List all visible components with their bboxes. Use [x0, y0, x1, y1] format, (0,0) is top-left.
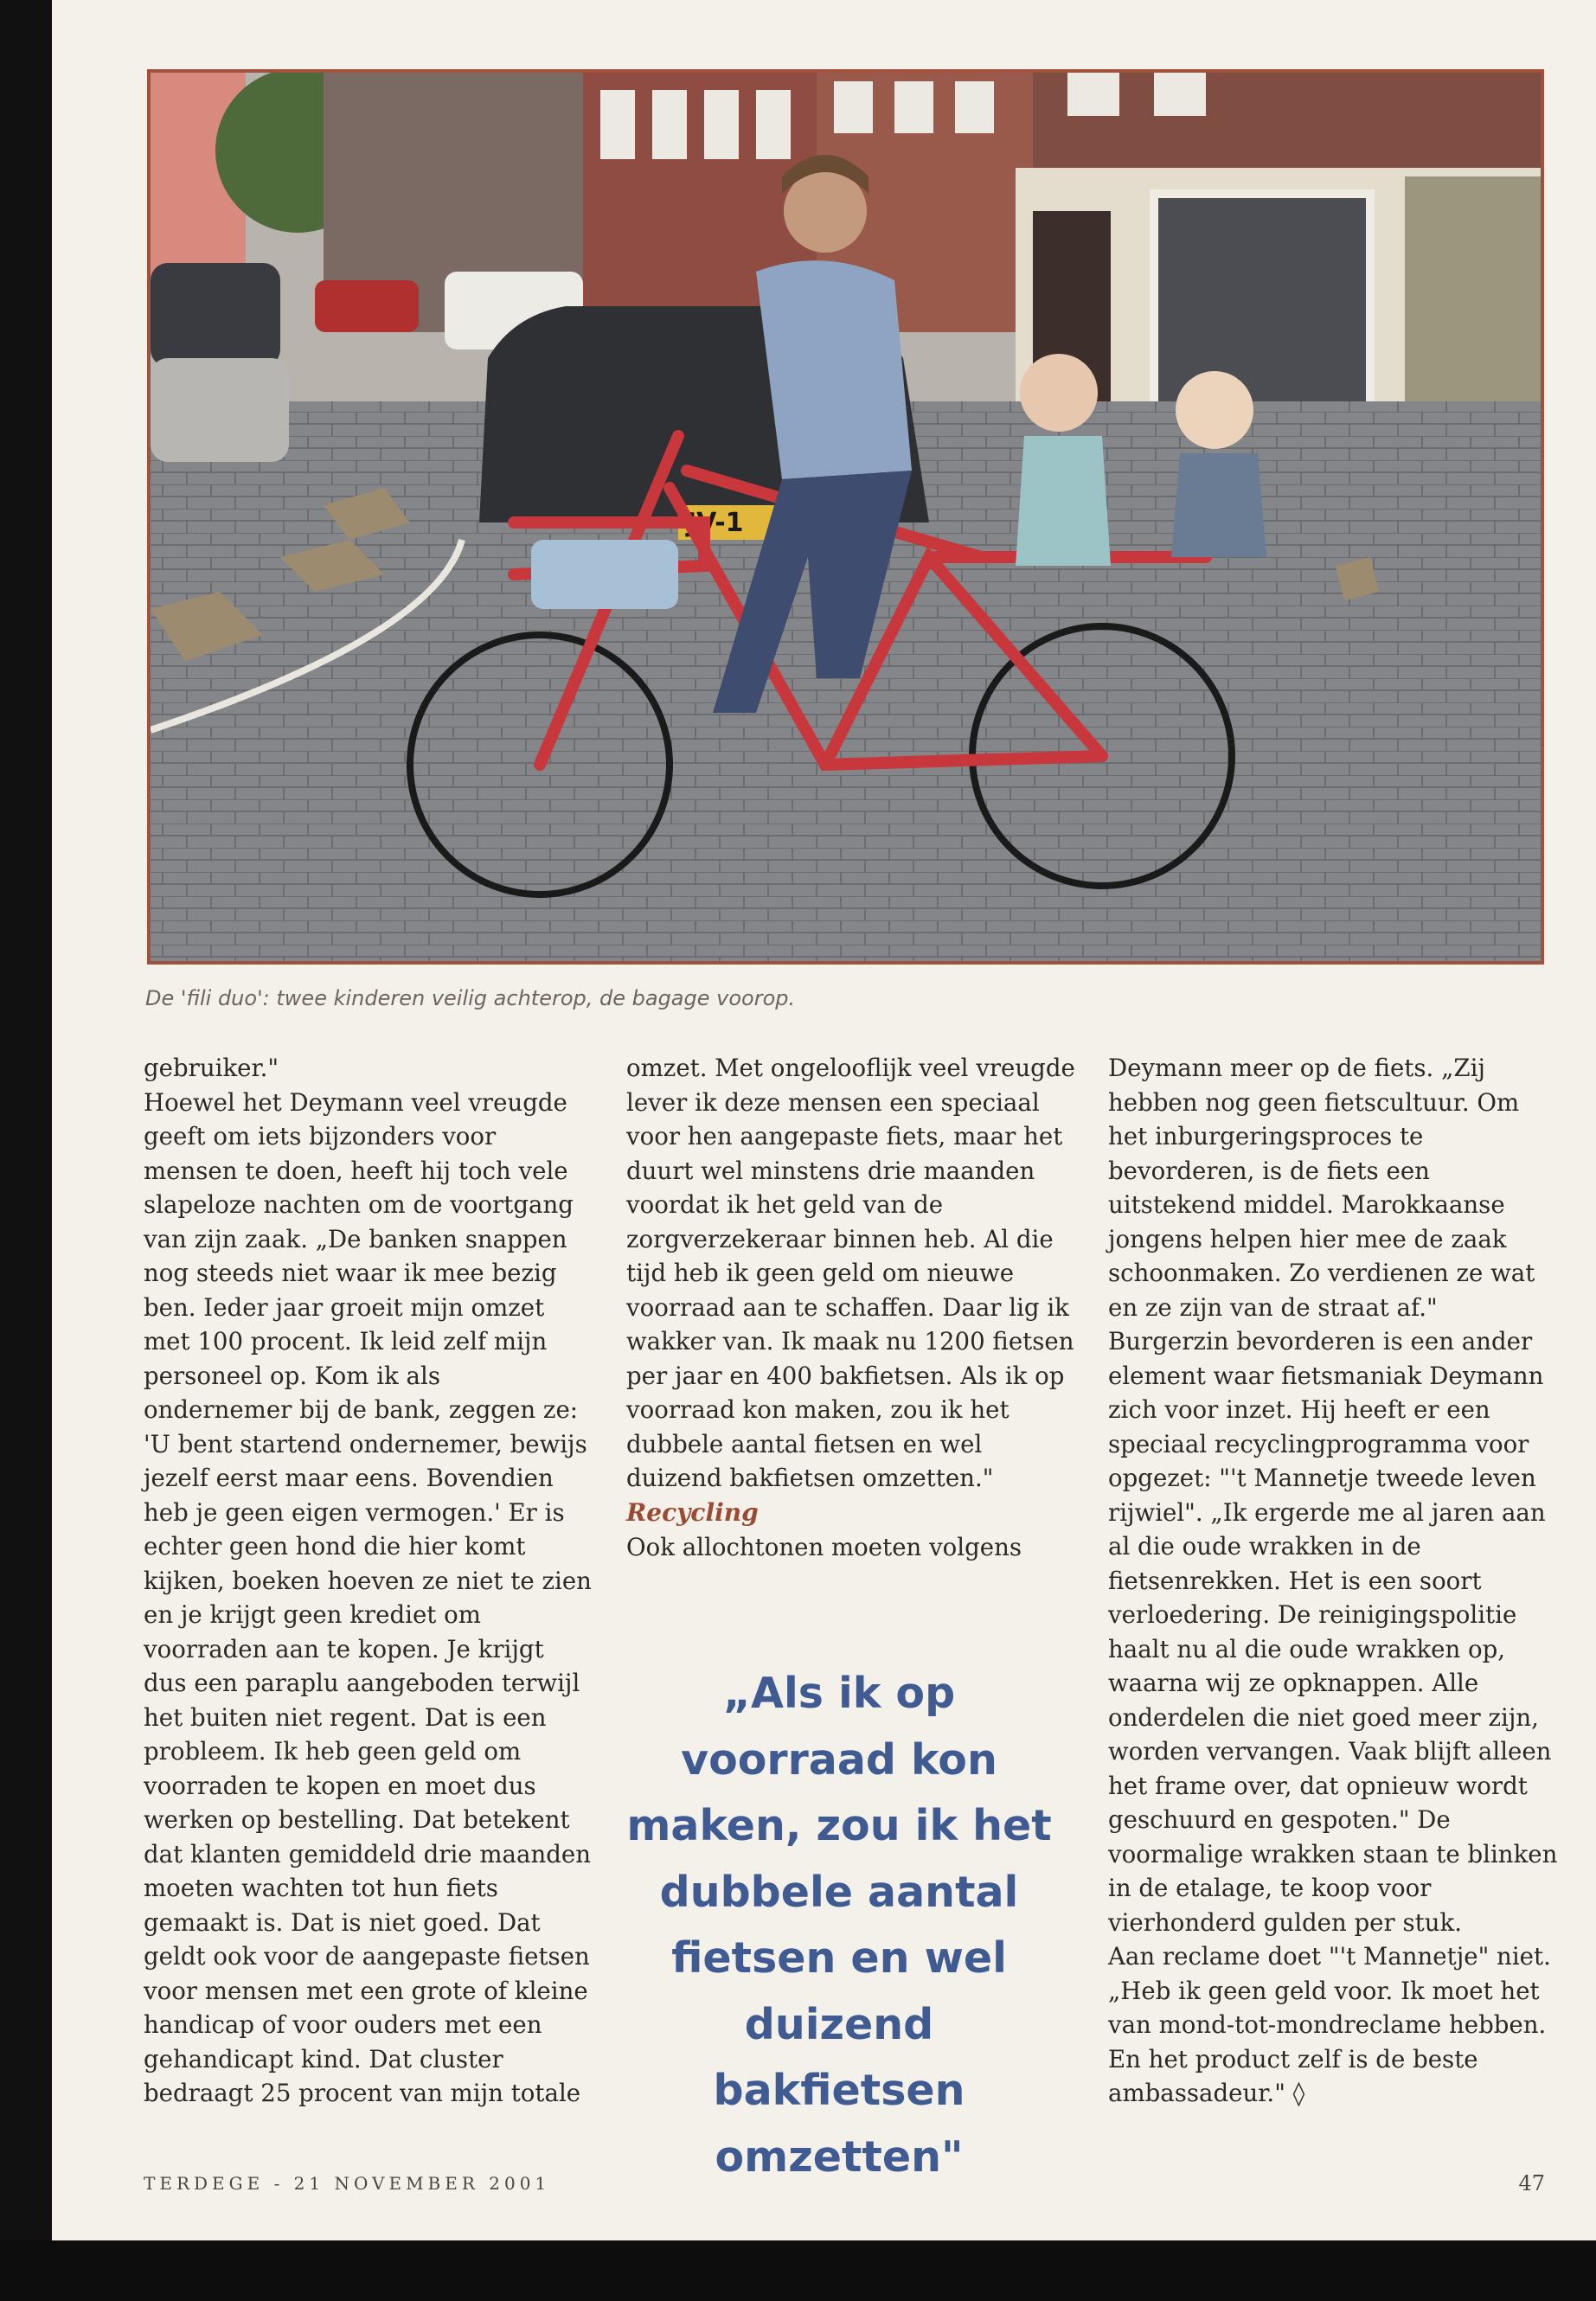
binding-edge: [0, 0, 52, 2301]
publication-footer: TERDEGE - 21 NOVEMBER 2001: [144, 2173, 551, 2194]
scan-bottom-edge: [0, 2240, 1596, 2301]
bicycle-photo-illustration: [151, 73, 1541, 961]
parked-car: [151, 358, 289, 462]
article-column-1: [144, 1051, 593, 2111]
paragraph: Ook allochtonen moeten volgens: [626, 1532, 1022, 1561]
paragraph: Deymann meer op de fiets. „Zij hebben nog geen fietscultuur. Om het inburgeringsproces te bevorderen, is de fiets een uitstekend middel. Marokkaanse jongens helpen hier mee de zaak schoonmaken. Zo verdienen ze wat en ze zijn van de straat af.": [1108, 1054, 1535, 1322]
article-column-2: [626, 1051, 1076, 1564]
shop-window: [1154, 194, 1370, 410]
paragraph: Burgerzin bevorderen is een ander element waar fietsmaniak Deymann zich voor inzet. Hij heeft er een speciaal recyclingprogramma voor opgezet: "'t Mannetje tweede leven rijwiel". „Ik ergerde me al jaren aan al die oude wrakken in de fietsenrekken. Het is een soort verloedering. De reinigingspolitie haalt nu al die oude wrakken op, waarna wij ze opknappen. Alle onderdelen die niet goed meer zijn, worden vervangen. Vaak blijft alleen het frame over, dat opnieuw wordt geschuurd en gespoten." De voormalige wrakken staan te blinken in de etalage, te koop voor vierhonderd gulden per stuk.: [1108, 1327, 1558, 1937]
paragraph: gebruiker.": [144, 1054, 279, 1082]
parked-car: [151, 263, 280, 367]
article-photo: [147, 69, 1544, 965]
rider-sweater: [756, 260, 912, 479]
parked-car: [315, 280, 419, 332]
pull-quote: „Als ik op voorraad kon maken, zou ik het dubbele aantal fietsen en wel duizend bakfietsen omzetten": [626, 1669, 1052, 2182]
child-jacket: [1171, 453, 1266, 557]
page-number: 47: [1518, 2171, 1545, 2195]
article-column-3: [1108, 1051, 1558, 2111]
child-jacket: [1016, 436, 1111, 566]
photo-caption: De 'fili duo': twee kinderen veilig achterop, de bagage voorop.: [145, 986, 796, 1010]
paragraph: Hoewel het Deymann veel vreugde geeft om iets bijzonders voor mensen te doen, heeft hij toch vele slapeloze nachten om de voortgang van zijn zaak. „De banken snappen nog steeds niet waar ik mee bezig ben. Ieder jaar groeit mijn omzet met 100 procent. Ik leid zelf mijn personeel op. Kom ik als ondernemer bij de bank, zeggen ze: 'U bent startend ondernemer, bewijs jezelf eerst maar eens. Bovendien heb je geen eigen vermogen.' Er is echter geen hond die hier komt kijken, boeken hoeven ze niet te zien en je krijgt geen krediet om voorraden aan te kopen. Je krijgt dus een paraplu aangeboden terwijl het buiten niet regent. Dat is een probleem. Ik heb geen geld om voorraden te kopen en moet dus werken op bestelling. Dat betekent dat klanten gemiddeld drie maanden moeten wachten tot hun fiets gemaakt is. Dat is niet goed. Dat geldt ook voor de aangepaste fietsen voor mensen met een grote of kleine handicap of voor ouders met een gehandicapt kind. Dat cluster bedraagt 25 procent van mijn totale: [144, 1087, 592, 2107]
luggage-bag: [531, 540, 678, 609]
license-plate-text: JV-1: [687, 508, 744, 538]
paragraph: Aan reclame doet "'t Mannetje" niet. „Heb ik geen geld voor. Ik moet het van mond-tot-mondreclame hebben. En het product zelf is de beste ambassadeur." ◊: [1108, 1942, 1551, 2107]
child-head: [1020, 354, 1098, 432]
child-head: [1176, 371, 1253, 449]
section-subhead: Recycling: [626, 1497, 759, 1527]
rider-head: [784, 170, 867, 253]
paragraph: omzet. Met ongelooflijk veel vreugde lever ik deze mensen een speciaal voor hen aangepaste fiets, maar het duurt wel minstens drie maanden voordat ik het geld van de zorgverzekeraar binnen heb. Al die tijd heb ik geen geld om nieuwe voorraad aan te schaffen. Daar lig ik wakker van. Ik maak nu 1200 fietsen per jaar en 400 bakfietsen. Als ik op voorraad kon maken, zou ik het dubbele aantal fietsen en wel duizend bakfietsen omzetten.": [626, 1054, 1075, 1492]
